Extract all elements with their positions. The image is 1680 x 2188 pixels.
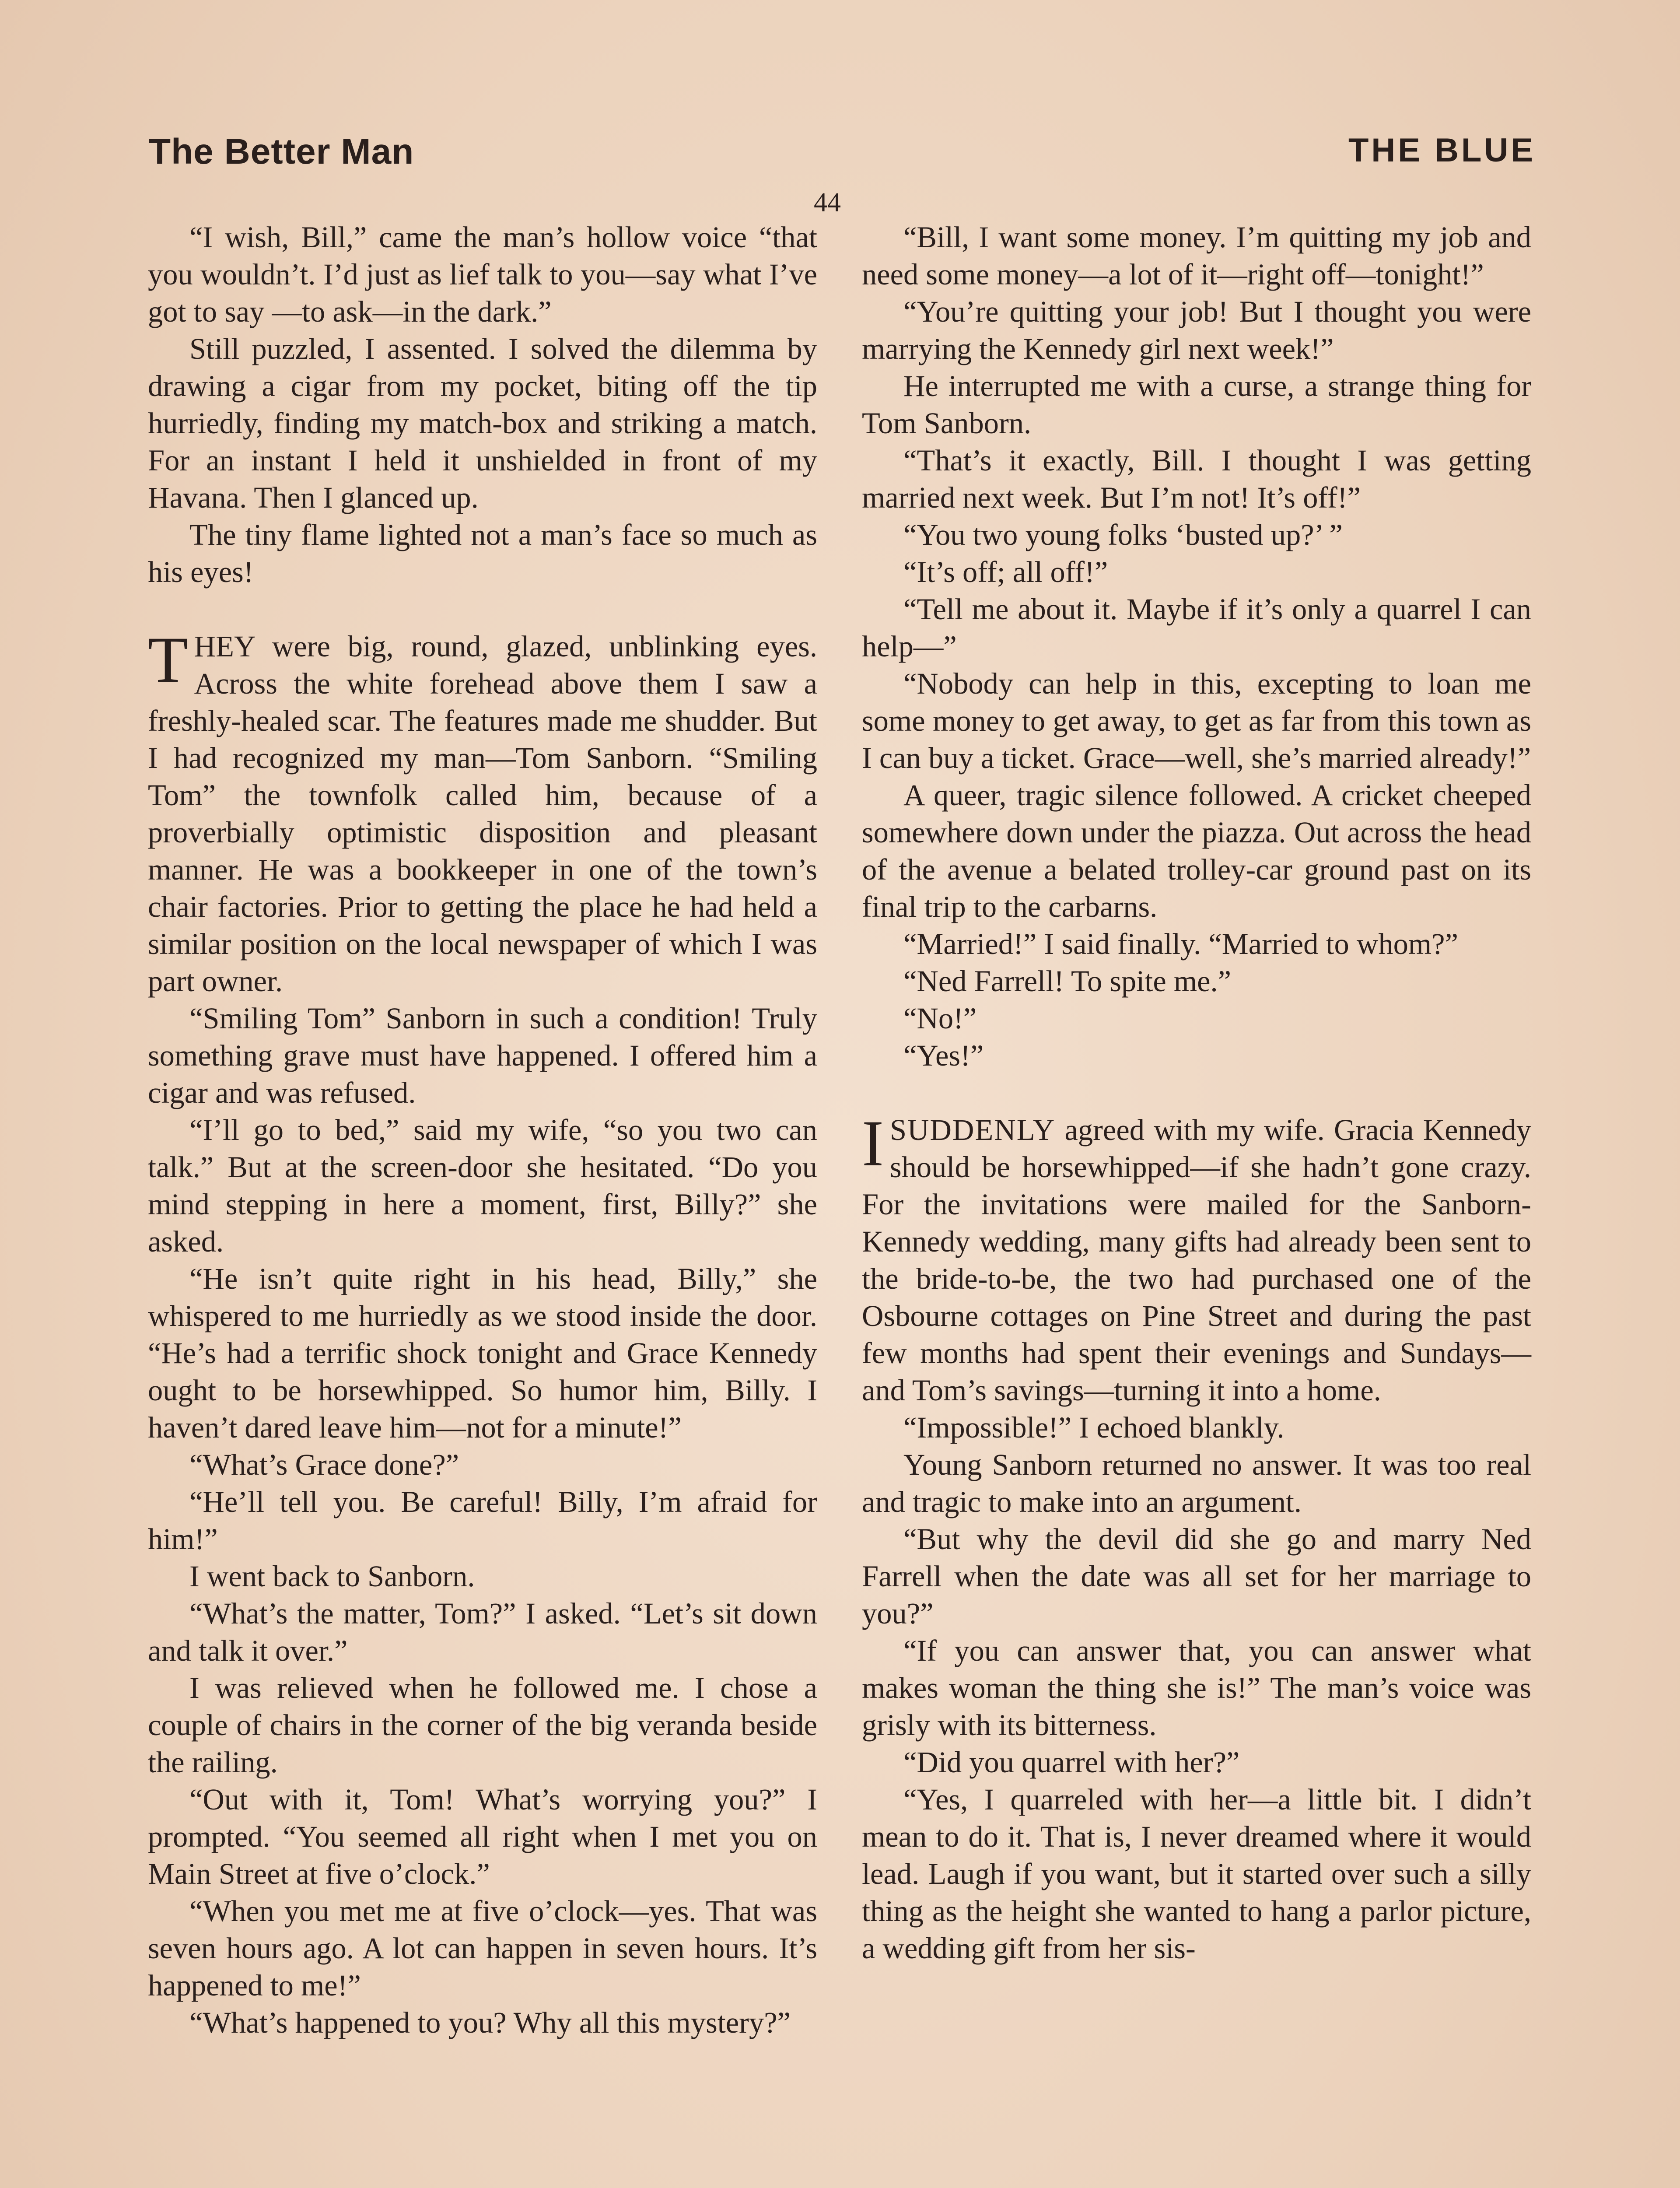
drop-cap: T [148,624,188,696]
paragraph: “What’s Grace done?” [189,1448,459,1481]
paragraph: “What’s the matter, Tom?” I asked. “Let’s sit down and talk it over.” [148,1597,817,1667]
paragraph: “Yes, I quarreled with her—a little bit. I didn’t mean to do it. That is, I never dreamed where it would lead. Laugh if you want, but it started over such a silly thing as the height she wanted to hang a parlor picture, a wedding gift from her sis- [862,1783,1531,1965]
paragraph: “Out with it, Tom! What’s worrying you?” I prompted. “You seemed all right when I met you on Main Street at five o’clock.” [148,1783,817,1890]
paragraph: “Ned Farrell! To spite me.” [903,964,1232,998]
paragraph: “I’ll go to bed,” said my wife, “so you two can talk.” But at the screen-door she hesitated. “Do you mind stepping in here a moment, first, Billy?” she asked. [148,1113,817,1258]
paragraph: “Yes!” [903,1039,984,1072]
paragraph: A queer, tragic silence followed. A cricket cheeped somewhere down under the piazza. Out across the head of the avenue a belated trolley-car ground past on its final trip to the carbarns. [862,778,1531,923]
right-column [862,219,1531,1967]
paragraph: “He isn’t quite right in his head, Billy,” she whispered to me hurriedly as we stood inside the door. “He’s had a terrific shock tonight and Grace Kennedy ought to be horsewhipped. So humor him, Billy. I haven’t dared leave him—not for a minute!” [148,1262,817,1444]
paragraph: “Married!” I said finally. “Married to whom?” [903,927,1458,961]
paragraph: He interrupted me with a curse, a strange thing for Tom Sanborn. [862,369,1531,440]
paragraph: “I wish, Bill,” came the man’s hollow voice “that you wouldn’t. I’d just as lief talk to you—say what I’ve got to say —to ask—in the dark.” [148,221,817,328]
page-number: 44 [814,188,841,217]
paragraph: I was relieved when he followed me. I chose a couple of chairs in the corner of the big veranda beside the railing. [148,1671,817,1779]
paragraph: “When you met me at five o’clock—yes. That was seven hours ago. A lot can happen in seven hours. It’s happened to me!” [148,1894,817,2002]
paragraph: “Impossible!” I echoed blankly. [903,1411,1284,1444]
paragraph: “You two young folks ‘busted up?’ ” [903,518,1343,551]
paragraph: I went back to Sanborn. [189,1560,475,1593]
paragraph: “It’s off; all off!” [903,555,1108,589]
story-title: The Better Man [149,132,414,172]
left-column [148,219,817,2041]
paragraph-dropcap [148,624,817,1000]
paragraph: “Tell me about it. Maybe if it’s only a quarrel I can help—” [862,593,1531,663]
paragraph: “Smiling Tom” Sanborn in such a condition! Truly something grave must have happened. I offered him a cigar and was refused. [148,1002,817,1109]
paragraph: “No!” [903,1002,977,1035]
smallcaps-lead: SUDDENLY [889,1113,1056,1147]
paragraph: “But why the devil did she go and marry Ned Farrell when the date was all set for her marriage to you?” [862,1522,1531,1630]
paragraph-dropcap [862,1107,1531,1409]
paragraph-text: HEY were big, round, glazed, unblinking eyes. Across the white forehead above them I saw a freshly-healed scar. The features made me shudder. But I had recognized my man—Tom Sanborn. “Smiling Tom” the townfolk called him, because of a proverbially optimistic disposition and pleasant manner. He was a bookkeeper in one of the town’s chair factories. Prior to getting the place he had held a similar position on the local newspaper of which I was part owner. [148,630,817,998]
drop-cap: I [862,1107,884,1180]
paragraph: “What’s happened to you? Why all this mystery?” [189,2006,791,2039]
paragraph-text: agreed with my wife. Gracia Kennedy should be horsewhipped—if she hadn’t gone crazy. For the invitations were mailed for the Sanborn-Kennedy wedding, many gifts had already been sent to the bride-to-be, the two had purchased one of the Osbourne cottages on Pine Street and during the past few months had spent their evenings and Sundays—and Tom’s savings—turning it into a home. [862,1113,1531,1407]
paragraph: “If you can answer that, you can answer what makes woman the thing she is!” The man’s voice was grisly with its bitterness. [862,1634,1531,1742]
paragraph: “Bill, I want some money. I’m quitting my job and need some money—a lot of it—right off—tonight!” [862,221,1531,291]
paragraph: Still puzzled, I assented. I solved the dilemma by drawing a cigar from my pocket, biting off the tip hurriedly, finding my match-box and striking a match. For an instant I held it unshielded in front of my Havana. Then I glanced up. [148,332,817,514]
paragraph: Young Sanborn returned no answer. It was too real and tragic to make into an argument. [862,1448,1531,1518]
paragraph: “You’re quitting your job! But I thought you were marrying the Kennedy girl next week!” [862,295,1531,365]
paragraph: “Did you quarrel with her?” [903,1746,1240,1779]
magazine-title: THE BLUE [1348,132,1536,169]
paragraph: The tiny flame lighted not a man’s face so much as his eyes! [148,518,817,589]
paragraph: “He’ll tell you. Be careful! Billy, I’m afraid for him!” [148,1485,817,1556]
paragraph: “That’s it exactly, Bill. I thought I was getting married next week. But I’m not! It’s off!” [862,444,1531,514]
paragraph: “Nobody can help in this, excepting to loan me some money to get away, to get as far from this town as I can buy a ticket. Grace—well, she’s married already!” [862,667,1531,775]
